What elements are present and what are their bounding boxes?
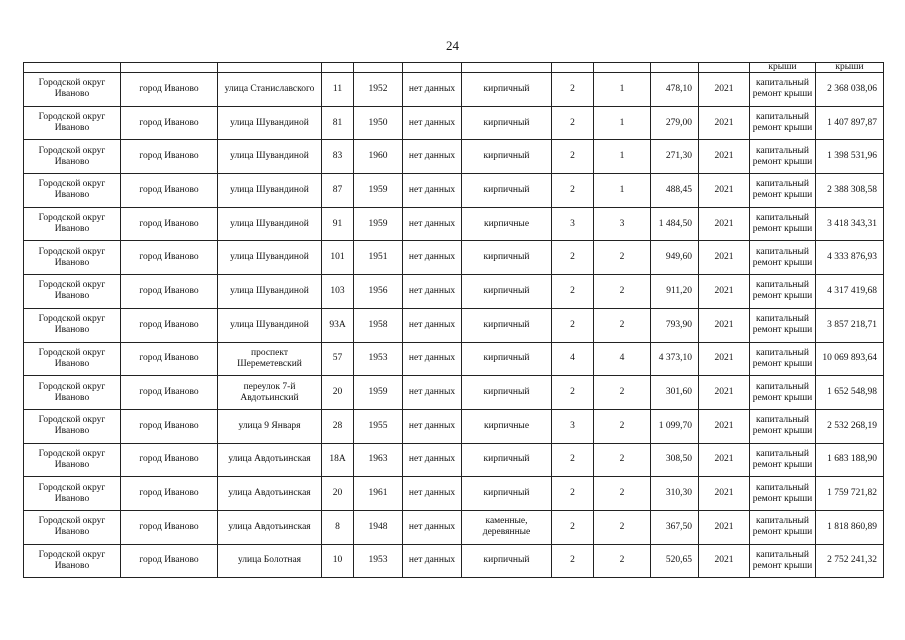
cell-work: капитальный ремонт крыши [750, 409, 816, 443]
cell-cost: 2 752 241,32 [816, 544, 884, 578]
cell-city: город Иваново [121, 443, 218, 477]
cell-floors: 3 [552, 409, 594, 443]
cell-no-data: нет данных [403, 443, 462, 477]
cell-district: Городской округ Иваново [24, 241, 121, 275]
cell-year: 1951 [354, 241, 403, 275]
cell-material: кирпичный [462, 544, 552, 578]
cell-material: кирпичный [462, 73, 552, 107]
cell-material: кирпичный [462, 174, 552, 208]
cell-city: город Иваново [121, 275, 218, 309]
cell-district: Городской округ Иваново [24, 376, 121, 410]
cell-house: 91 [322, 207, 354, 241]
cell-plan-year: 2021 [699, 376, 750, 410]
cell-street: улица Шувандиной [218, 241, 322, 275]
cell-year: 1960 [354, 140, 403, 174]
cell-house: 20 [322, 477, 354, 511]
header-cell [121, 63, 218, 73]
cell-year: 1959 [354, 207, 403, 241]
cell-city: город Иваново [121, 409, 218, 443]
cell-entrances: 4 [594, 342, 651, 376]
table-row [24, 275, 884, 309]
cell-area: 520,65 [651, 544, 699, 578]
cell-district: Городской округ Иваново [24, 207, 121, 241]
cell-cost: 3 857 218,71 [816, 308, 884, 342]
table-row [24, 544, 884, 578]
cell-house: 103 [322, 275, 354, 309]
cell-floors: 2 [552, 106, 594, 140]
cell-house: 93А [322, 308, 354, 342]
cell-entrances: 2 [594, 544, 651, 578]
cell-district: Городской округ Иваново [24, 106, 121, 140]
cell-street: улица Шувандиной [218, 275, 322, 309]
cell-house: 20 [322, 376, 354, 410]
cell-street: улица 9 Января [218, 409, 322, 443]
cell-entrances: 1 [594, 106, 651, 140]
cell-street: улица Авдотьинская [218, 443, 322, 477]
cell-floors: 2 [552, 443, 594, 477]
cell-house: 57 [322, 342, 354, 376]
header-cell [24, 63, 121, 73]
header-cell [218, 63, 322, 73]
cell-no-data: нет данных [403, 308, 462, 342]
cell-no-data: нет данных [403, 174, 462, 208]
cell-area: 271,30 [651, 140, 699, 174]
cell-floors: 3 [552, 207, 594, 241]
header-cell [552, 63, 594, 73]
cell-city: город Иваново [121, 106, 218, 140]
cell-district: Городской округ Иваново [24, 443, 121, 477]
cell-area: 308,50 [651, 443, 699, 477]
cell-house: 87 [322, 174, 354, 208]
cell-material: кирпичный [462, 342, 552, 376]
cell-floors: 4 [552, 342, 594, 376]
cell-city: город Иваново [121, 477, 218, 511]
cell-no-data: нет данных [403, 477, 462, 511]
cell-work: капитальный ремонт крыши [750, 207, 816, 241]
cell-cost: 2 388 308,58 [816, 174, 884, 208]
cell-year: 1961 [354, 477, 403, 511]
cell-year: 1956 [354, 275, 403, 309]
cell-street: улица Авдотьинская [218, 477, 322, 511]
cell-house: 18А [322, 443, 354, 477]
cell-street: улица Шувандиной [218, 140, 322, 174]
table-header-row [24, 63, 884, 73]
table-row [24, 510, 884, 544]
cell-material: кирпичный [462, 106, 552, 140]
cell-work: капитальный ремонт крыши [750, 140, 816, 174]
cell-cost: 1 407 897,87 [816, 106, 884, 140]
cell-house: 28 [322, 409, 354, 443]
table-row [24, 73, 884, 107]
cell-cost: 10 069 893,64 [816, 342, 884, 376]
page-number: 24 [446, 38, 459, 53]
cell-plan-year: 2021 [699, 174, 750, 208]
cell-material: кирпичный [462, 376, 552, 410]
cell-work: капитальный ремонт крыши [750, 241, 816, 275]
cell-city: город Иваново [121, 174, 218, 208]
header-cell [651, 63, 699, 73]
cell-district: Городской округ Иваново [24, 275, 121, 309]
header-cell [403, 63, 462, 73]
cell-year: 1948 [354, 510, 403, 544]
cell-year: 1958 [354, 308, 403, 342]
header-cell [699, 63, 750, 73]
cell-material: кирпичные [462, 409, 552, 443]
cell-district: Городской округ Иваново [24, 174, 121, 208]
cell-street: проспект Шереметевский [218, 342, 322, 376]
table-row [24, 376, 884, 410]
cell-cost: 1 398 531,96 [816, 140, 884, 174]
cell-material: кирпичный [462, 443, 552, 477]
table-row [24, 409, 884, 443]
table-row [24, 106, 884, 140]
cell-floors: 2 [552, 73, 594, 107]
cell-floors: 2 [552, 308, 594, 342]
cell-year: 1952 [354, 73, 403, 107]
cell-no-data: нет данных [403, 207, 462, 241]
table-row [24, 342, 884, 376]
cell-cost: 2 368 038,06 [816, 73, 884, 107]
cell-area: 279,00 [651, 106, 699, 140]
cell-year: 1959 [354, 174, 403, 208]
cell-cost: 1 683 188,90 [816, 443, 884, 477]
cell-house: 10 [322, 544, 354, 578]
cell-material: кирпичный [462, 477, 552, 511]
cell-street: улица Шувандиной [218, 207, 322, 241]
cell-city: город Иваново [121, 544, 218, 578]
cell-area: 488,45 [651, 174, 699, 208]
cell-house: 101 [322, 241, 354, 275]
cell-work: капитальный ремонт крыши [750, 510, 816, 544]
cell-cost: 1 818 860,89 [816, 510, 884, 544]
cell-plan-year: 2021 [699, 342, 750, 376]
header-cell: крыши [816, 63, 884, 73]
cell-city: город Иваново [121, 207, 218, 241]
cell-work: капитальный ремонт крыши [750, 342, 816, 376]
cell-plan-year: 2021 [699, 73, 750, 107]
cell-district: Городской округ Иваново [24, 409, 121, 443]
cell-street: улица Станиславского [218, 73, 322, 107]
cell-entrances: 2 [594, 241, 651, 275]
cell-no-data: нет данных [403, 544, 462, 578]
cell-floors: 2 [552, 174, 594, 208]
cell-entrances: 1 [594, 174, 651, 208]
cell-material: кирпичные [462, 207, 552, 241]
cell-material: каменные, деревянные [462, 510, 552, 544]
cell-entrances: 2 [594, 275, 651, 309]
cell-no-data: нет данных [403, 376, 462, 410]
table-row [24, 308, 884, 342]
cell-material: кирпичный [462, 140, 552, 174]
cell-entrances: 2 [594, 510, 651, 544]
cell-material: кирпичный [462, 308, 552, 342]
cell-area: 301,60 [651, 376, 699, 410]
table-row [24, 140, 884, 174]
cell-plan-year: 2021 [699, 544, 750, 578]
cell-area: 1 099,70 [651, 409, 699, 443]
table-row [24, 241, 884, 275]
header-cell: крыши [750, 63, 816, 73]
cell-work: капитальный ремонт крыши [750, 275, 816, 309]
cell-floors: 2 [552, 376, 594, 410]
header-cell [462, 63, 552, 73]
cell-no-data: нет данных [403, 275, 462, 309]
cell-material: кирпичный [462, 241, 552, 275]
cell-plan-year: 2021 [699, 308, 750, 342]
cell-work: капитальный ремонт крыши [750, 376, 816, 410]
cell-city: город Иваново [121, 510, 218, 544]
cell-cost: 1 759 721,82 [816, 477, 884, 511]
cell-entrances: 3 [594, 207, 651, 241]
cell-floors: 2 [552, 241, 594, 275]
cell-work: капитальный ремонт крыши [750, 477, 816, 511]
table-row [24, 174, 884, 208]
table-row [24, 477, 884, 511]
cell-district: Городской округ Иваново [24, 140, 121, 174]
cell-street: улица Авдотьинская [218, 510, 322, 544]
cell-city: город Иваново [121, 241, 218, 275]
cell-district: Городской округ Иваново [24, 73, 121, 107]
cell-work: капитальный ремонт крыши [750, 106, 816, 140]
cell-area: 949,60 [651, 241, 699, 275]
cell-floors: 2 [552, 477, 594, 511]
table-row [24, 443, 884, 477]
cell-entrances: 2 [594, 477, 651, 511]
cell-plan-year: 2021 [699, 409, 750, 443]
cell-no-data: нет данных [403, 342, 462, 376]
cell-city: город Иваново [121, 342, 218, 376]
cell-plan-year: 2021 [699, 140, 750, 174]
cell-plan-year: 2021 [699, 275, 750, 309]
cell-area: 310,30 [651, 477, 699, 511]
cell-city: город Иваново [121, 308, 218, 342]
cell-work: капитальный ремонт крыши [750, 308, 816, 342]
cell-no-data: нет данных [403, 106, 462, 140]
cell-street: улица Шувандиной [218, 106, 322, 140]
cell-plan-year: 2021 [699, 106, 750, 140]
cell-no-data: нет данных [403, 140, 462, 174]
cell-floors: 2 [552, 544, 594, 578]
cell-plan-year: 2021 [699, 510, 750, 544]
cell-work: капитальный ремонт крыши [750, 73, 816, 107]
cell-plan-year: 2021 [699, 443, 750, 477]
cell-area: 478,10 [651, 73, 699, 107]
cell-plan-year: 2021 [699, 241, 750, 275]
cell-entrances: 2 [594, 308, 651, 342]
cell-area: 793,90 [651, 308, 699, 342]
cell-year: 1963 [354, 443, 403, 477]
cell-floors: 2 [552, 510, 594, 544]
cell-floors: 2 [552, 140, 594, 174]
cell-city: город Иваново [121, 376, 218, 410]
cell-material: кирпичный [462, 275, 552, 309]
cell-cost: 3 418 343,31 [816, 207, 884, 241]
cell-year: 1959 [354, 376, 403, 410]
cell-district: Городской округ Иваново [24, 544, 121, 578]
cell-entrances: 1 [594, 73, 651, 107]
cell-cost: 2 532 268,19 [816, 409, 884, 443]
cell-district: Городской округ Иваново [24, 510, 121, 544]
housing-table [23, 62, 884, 578]
cell-no-data: нет данных [403, 510, 462, 544]
cell-year: 1950 [354, 106, 403, 140]
cell-area: 1 484,50 [651, 207, 699, 241]
cell-district: Городской округ Иваново [24, 477, 121, 511]
cell-entrances: 2 [594, 443, 651, 477]
cell-entrances: 2 [594, 376, 651, 410]
cell-year: 1953 [354, 544, 403, 578]
cell-house: 8 [322, 510, 354, 544]
cell-work: капитальный ремонт крыши [750, 443, 816, 477]
cell-street: улица Шувандиной [218, 308, 322, 342]
cell-cost: 4 333 876,93 [816, 241, 884, 275]
cell-area: 911,20 [651, 275, 699, 309]
cell-year: 1953 [354, 342, 403, 376]
header-cell [594, 63, 651, 73]
cell-street: улица Шувандиной [218, 174, 322, 208]
cell-city: город Иваново [121, 140, 218, 174]
cell-area: 367,50 [651, 510, 699, 544]
cell-work: капитальный ремонт крыши [750, 174, 816, 208]
cell-no-data: нет данных [403, 241, 462, 275]
cell-district: Городской округ Иваново [24, 342, 121, 376]
cell-entrances: 1 [594, 140, 651, 174]
cell-plan-year: 2021 [699, 477, 750, 511]
cell-district: Городской округ Иваново [24, 308, 121, 342]
table-row [24, 207, 884, 241]
cell-entrances: 2 [594, 409, 651, 443]
cell-street: переулок 7-й Авдотьинский [218, 376, 322, 410]
cell-year: 1955 [354, 409, 403, 443]
cell-cost: 4 317 419,68 [816, 275, 884, 309]
cell-cost: 1 652 548,98 [816, 376, 884, 410]
cell-no-data: нет данных [403, 73, 462, 107]
cell-house: 81 [322, 106, 354, 140]
cell-area: 4 373,10 [651, 342, 699, 376]
cell-work: капитальный ремонт крыши [750, 544, 816, 578]
header-cell [354, 63, 403, 73]
cell-house: 11 [322, 73, 354, 107]
cell-city: город Иваново [121, 73, 218, 107]
cell-house: 83 [322, 140, 354, 174]
cell-plan-year: 2021 [699, 207, 750, 241]
cell-no-data: нет данных [403, 409, 462, 443]
cell-floors: 2 [552, 275, 594, 309]
header-cell [322, 63, 354, 73]
cell-street: улица Болотная [218, 544, 322, 578]
